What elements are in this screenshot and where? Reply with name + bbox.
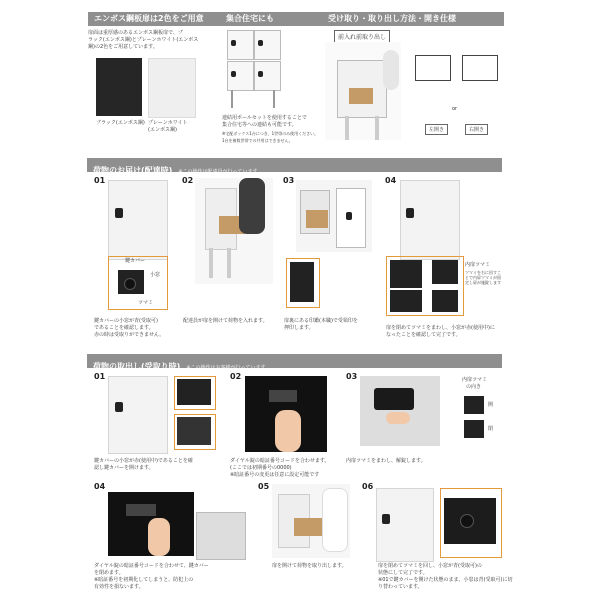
- takeout-step-01-image: [108, 376, 168, 454]
- deliver-step-01-text-2: であることを確認します。: [94, 325, 154, 331]
- takeout-step-06-text-2: 状態にして完了です。: [378, 570, 428, 576]
- apartment-desc-2: 集合住宅等への連結も可能です。: [222, 122, 297, 128]
- takeout-step-02-text-3: ※暗証番号の変更は任意に設定可能です: [230, 472, 320, 478]
- black-swatch: [96, 58, 142, 116]
- right-open-tag: 右開き: [465, 124, 488, 135]
- emboss-desc-1: 扉面は重厚感のあるエンボス鋼板扉で、ブ: [88, 30, 183, 36]
- deliver-step-02-image: [195, 178, 273, 284]
- takeout-step-06-text-3: ※01で鍵カバーを開けた状態のまま、小窓は青(受取可)に切: [378, 577, 513, 583]
- takeout-step-01-text-2: 認し鍵カバーを開けます。: [94, 465, 154, 471]
- label-key-cover: 鍵カバー: [125, 258, 146, 264]
- deliver-step-04-image: [400, 180, 460, 260]
- header-emboss: エンボス鋼板扉は2色をご用意: [88, 12, 220, 26]
- knob-open-label: 開: [488, 402, 494, 408]
- step6-lock-icon: [382, 514, 390, 524]
- deliver-step-03-image: [296, 180, 372, 252]
- deliver-step-01: 01: [94, 176, 106, 185]
- dial-lock-image: [245, 376, 327, 452]
- takeout-step-06-text-4: り替わっています。: [378, 584, 423, 590]
- inner-knob-closeup: [432, 260, 458, 284]
- deliver-step-02: 02: [182, 176, 194, 185]
- deliver-step-03-text-2: 押印します。: [284, 325, 314, 331]
- header-takeout: [87, 354, 502, 371]
- takeout-step-01: 01: [94, 372, 106, 381]
- deliver-note: ※この操作は配達員が行っています。: [178, 169, 263, 175]
- apartment-note-1: ※宅配ボックス1台につき、1世帯のみ使用ください。: [222, 131, 319, 136]
- takeout-step-03-text: 内扉ツマミをまわし、解錠します。: [346, 458, 426, 464]
- front-in-front-out-tag: 前入れ前取り出し: [334, 30, 390, 43]
- lock-closeup: [118, 270, 144, 294]
- deliver-step-01-text-1: 鍵カバーの小窓が青(受取可): [94, 318, 158, 324]
- takeout-step-05: 05: [258, 482, 270, 491]
- takeout-note: ※この操作はお客様が行っています。: [186, 365, 271, 371]
- knob-locked-closeup: [390, 290, 422, 312]
- cover-open-closeup: [177, 417, 211, 445]
- takeout-step-03: 03: [346, 372, 358, 381]
- deliver-step-01-text-3: 赤の時は受取りができません。: [94, 332, 165, 338]
- key-cover-icon: [115, 208, 123, 218]
- left-open-diagram: [415, 55, 451, 81]
- knob-turn-closeup: [390, 260, 422, 288]
- inner-knob-image: [360, 376, 440, 446]
- or-label: or: [452, 106, 458, 112]
- delivery-box-photo: [325, 42, 401, 140]
- takeout-step-05-image: [272, 484, 350, 558]
- stamp-closeup: [290, 262, 314, 302]
- deliver-title: 荷物のお届け(配達時): [93, 166, 173, 175]
- takeout-step-04-text-1: ダイヤル錠の暗証番号コードを合わせて、鍵カバー: [94, 563, 209, 569]
- cover-closed-closeup: [177, 379, 211, 405]
- header-deliver: [87, 158, 502, 175]
- deliver-step-01-image: [108, 180, 168, 260]
- takeout-title: 荷物の取出し(受取り時): [93, 362, 181, 371]
- takeout-step-05-text: 扉を開けて荷物を取り出します。: [272, 563, 347, 569]
- black-swatch-label: ブラック(エンボス鋼): [96, 120, 145, 126]
- takeout-step-06-text-1: 扉を閉めてツマミを回し、小窓が青(受取可)の: [378, 563, 482, 569]
- step6-lock-closeup: [444, 498, 496, 544]
- deliver-step-02-text: 配達員が扉を開けて荷物を入れます。: [183, 318, 268, 324]
- white-swatch: [148, 58, 196, 118]
- knob-closed-icon: [464, 420, 484, 438]
- takeout-step-02: 02: [230, 372, 242, 381]
- deliver-step-03: 03: [283, 176, 295, 185]
- inner-knob-dir-label-1: 内扉ツマミ: [462, 377, 488, 383]
- label-window: 小窓: [150, 272, 161, 278]
- deliver-step-04: 04: [385, 176, 397, 185]
- takeout-step-04-text-4: 有効性を損ないます。: [94, 584, 144, 590]
- right-open-diagram: [462, 55, 498, 81]
- left-open-tag: 左開き: [425, 124, 448, 135]
- apartment-desc-1: 連結用ポールセットを使用することで: [222, 115, 307, 121]
- emboss-desc-3: 鋼)の2色をご用意しています。: [88, 44, 158, 50]
- takeout-step-02-text-2: (ここでは初期番号の0000): [230, 465, 292, 471]
- takeout-step-06: 06: [362, 482, 374, 491]
- header-apartment: 集合住宅にも: [220, 12, 322, 26]
- takeout-step-02-text-1: ダイヤル錠の暗証番号コードを合わせます。: [230, 458, 330, 464]
- step4-lock-icon: [406, 208, 414, 218]
- deliver-step-04-text-1: 扉を閉めてツマミをまわし、小窓が赤(使用中)に: [386, 325, 495, 331]
- inner-knob-locked-closeup: [432, 290, 458, 312]
- white-swatch-label-2: (エンボス鋼): [148, 127, 177, 133]
- cover-close-inset: [196, 512, 246, 560]
- dial-reset-image: [108, 492, 194, 556]
- emboss-desc-2: ラック(エンボス鋼)とプレーンホワイト(エンボス: [88, 37, 199, 43]
- takeout-lock-icon: [115, 402, 123, 412]
- takeout-step-04-text-2: を閉めます。: [94, 570, 124, 576]
- takeout-step-04: 04: [94, 482, 106, 491]
- white-swatch-label-1: プレーンホワイト: [148, 120, 188, 126]
- header-usage: 受け取り・取り出し方法・開き仕様: [322, 12, 504, 26]
- apartment-box-image: [225, 30, 281, 108]
- apartment-note-2: 1台を複数世帯での共用はできません。: [222, 138, 293, 143]
- inner-knob-dir-label-2: の向き: [466, 384, 482, 390]
- label-inner-knob: 内扉ツマミ: [465, 262, 491, 268]
- takeout-step-04-text-3: ※暗証番号を初期化してしまうと、防犯上の: [94, 577, 194, 583]
- takeout-step-01-text-1: 鍵カバーの小窓が赤(使用中)であることを確: [94, 458, 193, 464]
- inner-knob-desc: ツマミを右に回すことで内扉ツマミが固定し扉が施錠します: [465, 270, 501, 285]
- knob-closed-label: 閉: [488, 426, 494, 432]
- takeout-step-06-image: [376, 488, 434, 562]
- label-knob: ツマミ: [138, 300, 154, 306]
- deliver-step-03-text-1: 扉裏にある印鑑(本職)で受領印を: [284, 318, 358, 324]
- deliver-step-04-text-2: なったことを確認して完了です。: [386, 332, 461, 338]
- knob-open-icon: [464, 396, 484, 414]
